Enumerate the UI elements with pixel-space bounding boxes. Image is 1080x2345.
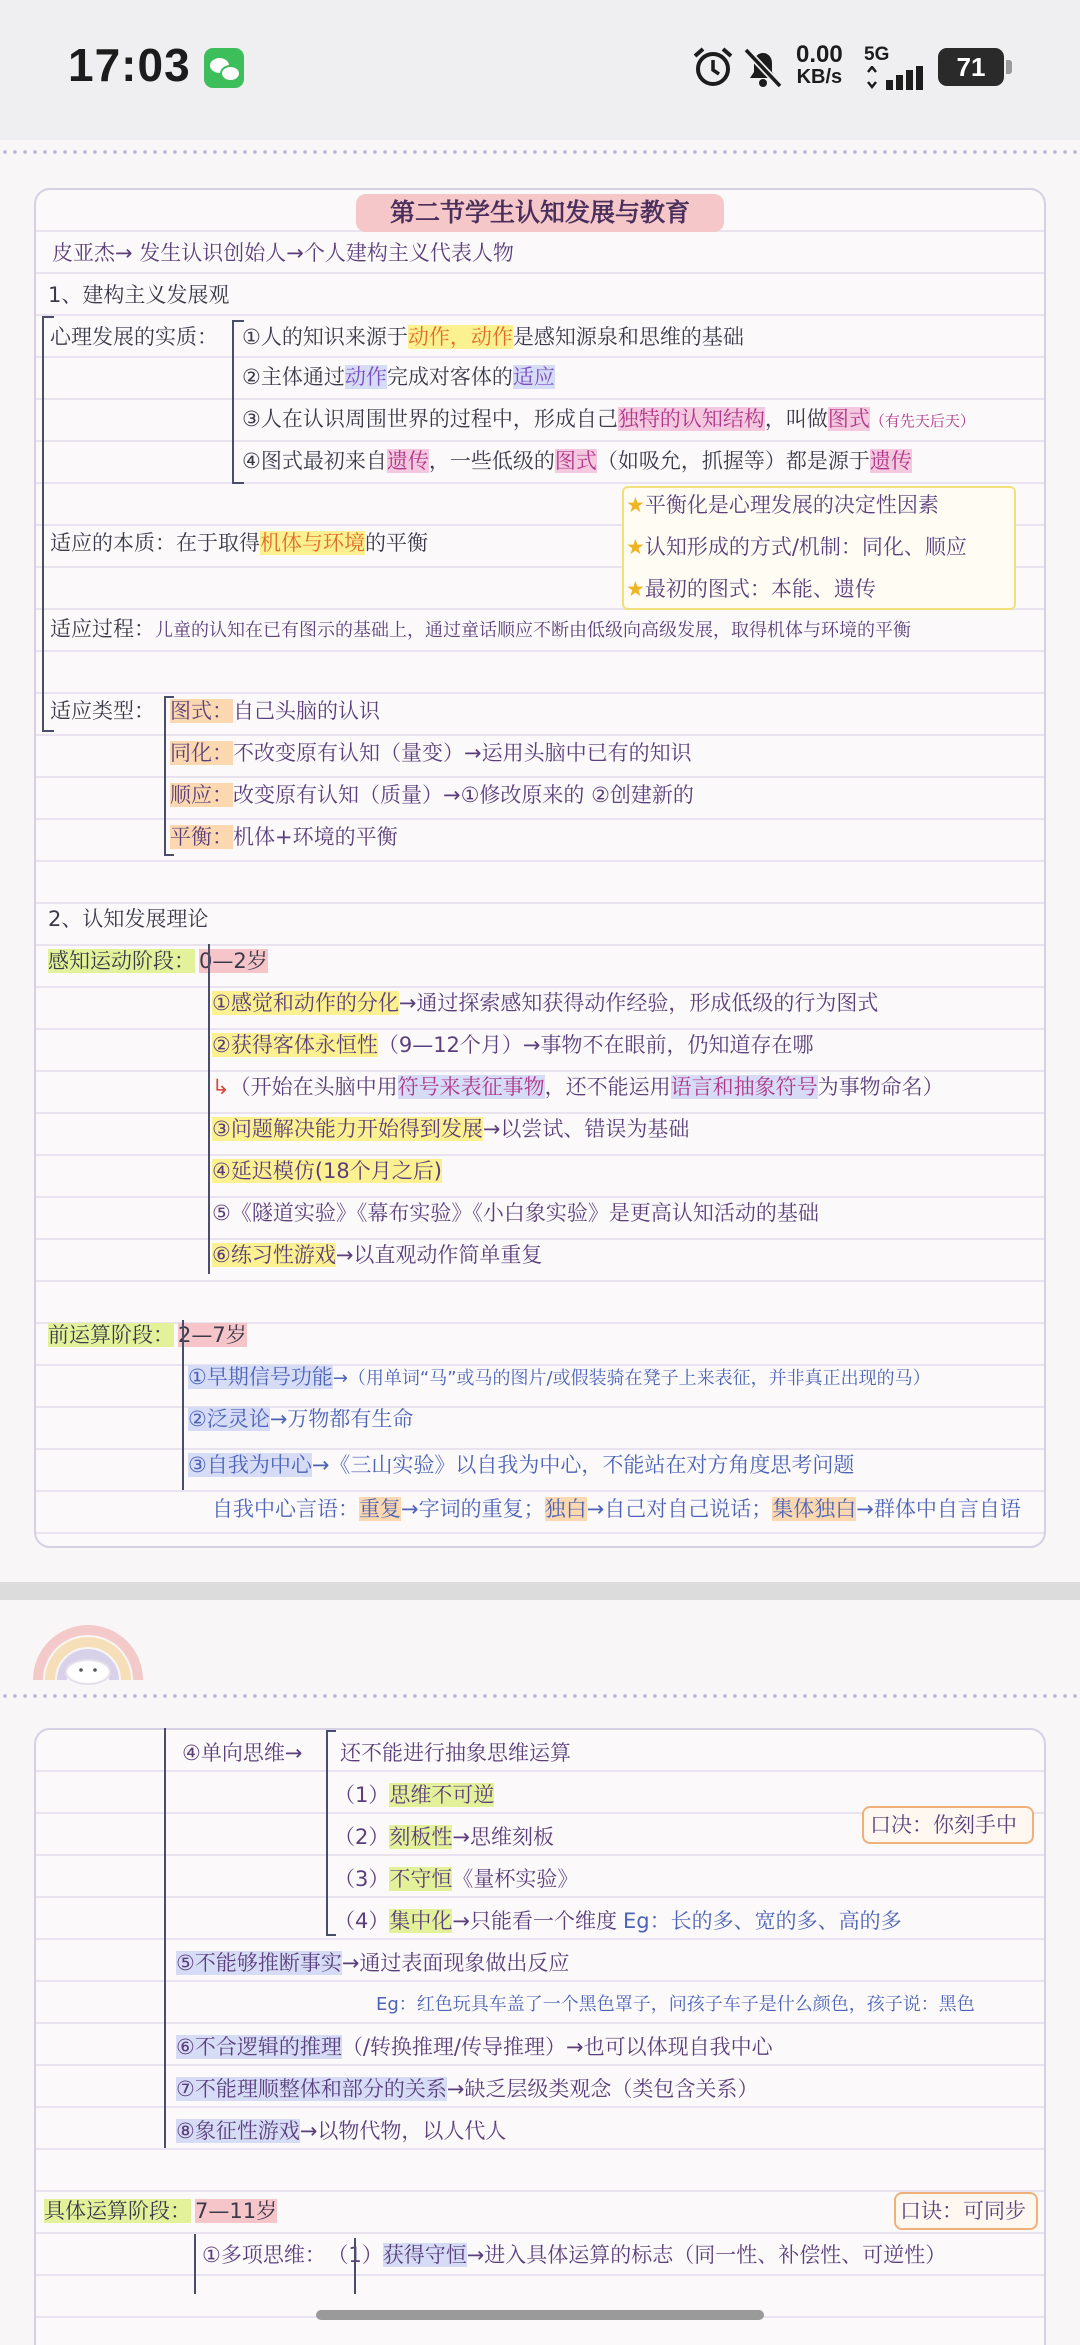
essence-label: 心理发展的实质：	[50, 325, 218, 349]
pre-item-7: ⑦不能理顺整体和部分的关系→缺乏层级类观念（类包含关系）	[176, 2077, 759, 2101]
sensorimotor-bracket	[208, 944, 210, 1274]
star-icon: ★	[626, 493, 645, 517]
pre-item-8: ⑧象征性游戏→以物代物，以人代人	[176, 2119, 507, 2143]
essence-item-1: ①人的知识来源于动作，动作是感知源泉和思维的基础	[242, 325, 744, 349]
key-point-2: ★认知形成的方式/机制：同化、顺应	[626, 535, 967, 559]
mnemonic-2: 口诀：可同步	[900, 2199, 1026, 2223]
sensorimotor-label: 感知运动阶段： 0—2岁	[48, 949, 268, 973]
intro-line: 皮亚杰→ 发生认识创始人→个人建构主义代表人物	[52, 241, 514, 265]
section-2-heading: 2、认知发展理论	[48, 907, 209, 931]
section-1-bracket	[42, 316, 54, 732]
essence-item-3: ③人在认识周围世界的过程中，形成自己独特的认知结构，叫做图式（有先天后天）	[242, 407, 975, 431]
page-separator	[0, 1582, 1080, 1600]
pre-item-3: ③自我为中心→《三山实验》以自我为中心，不能站在对方角度思考问题	[188, 1453, 855, 1477]
alarm-icon	[690, 44, 736, 90]
preoperational-label: 前运算阶段： 2—7岁	[48, 1323, 247, 1347]
section-1-heading: 1、建构主义发展观	[48, 283, 230, 307]
ow-item-4: （4）集中化→只能看一个维度 Eg：长的多、宽的多、高的多	[334, 1909, 902, 1933]
sm-item-1: ①感觉和动作的分化→通过探索感知获得动作经验，形成低级的行为图式	[212, 991, 879, 1015]
star-icon: ★	[626, 535, 645, 559]
ow-item-3: （3）不守恒《量杯实验》	[334, 1867, 579, 1891]
ow-item-2: （2）刻板性→思维刻板	[334, 1825, 554, 1849]
curved-arrow-icon: ↳	[212, 1075, 230, 1099]
mute-bell-icon	[742, 44, 784, 90]
battery-indicator: 71	[938, 48, 1004, 86]
home-indicator[interactable]	[316, 2310, 764, 2320]
sm-item-5: ⑤《隧道实验》《幕布实验》《小白象实验》是更高认知活动的基础	[212, 1201, 819, 1225]
type-equilibrium: 平衡：机体+环境的平衡	[170, 825, 398, 849]
adaptation-nature: 适应的本质：在于取得机体与环境的平衡	[50, 531, 428, 555]
preoperational-bracket	[182, 1320, 184, 1490]
pre-item-5: ⑤不能够推断事实→通过表面现象做出反应	[176, 1951, 570, 1975]
ow-item-1: （1）思维不可逆	[334, 1783, 495, 1807]
sm-item-4: ④延迟模仿(18个月之后)	[212, 1159, 442, 1183]
sm-item-2: ②获得客体永恒性（9—12个月）→事物不在眼前，仍知道存在哪	[212, 1033, 814, 1057]
concrete-operational-label: 具体运算阶段： 7—11岁	[44, 2199, 278, 2223]
concrete-bracket	[194, 2234, 196, 2294]
clock: 17:03	[68, 39, 191, 91]
mnemonic-1: 口决：你刻手中	[870, 1813, 1017, 1837]
sm-item-6: ⑥练习性游戏→以直观动作简单重复	[212, 1243, 543, 1267]
wechat-notification-icon	[204, 48, 244, 88]
adaptation-types-label: 适应类型：	[50, 699, 155, 723]
egocentric-speech: 自我中心言语：重复→字词的重复；独白→自己对自己说话；集体独白→群体中自言自语	[212, 1497, 1021, 1521]
type-schema: 图式：自己头脑的认识	[170, 699, 380, 723]
concrete-item-1: ①多项思维： （1）获得守恒→进入具体运算的标志（同一性、补偿性、可逆性）	[202, 2243, 947, 2267]
type-accommodation: 顺应：改变原有认知（质量）→①修改原来的 ②创建新的	[170, 783, 694, 807]
pre-item-5-example: Eg：红色玩具车盖了一个黑色罩子，问孩子车子是什么颜色，孩子说：黑色	[376, 1994, 975, 2015]
essence-item-2: ②主体通过动作完成对客体的适应	[242, 365, 555, 389]
note-title: 第二节学生认知发展与教育	[356, 194, 724, 232]
star-icon: ★	[626, 577, 645, 601]
status-bar	[0, 0, 1080, 140]
pre-item-1: ①早期信号功能→（用单词“马”或马的图片/或假装骑在凳子上来表征，并非真正出现的马）	[188, 1365, 931, 1389]
network-speed: 0.00 KB/s	[796, 41, 843, 88]
pre-item-2: ②泛灵论→万物都有生命	[188, 1407, 414, 1431]
adaptation-process: 适应过程：儿童的认知在已有图示的基础上，通过童话顺应不断由低级向高级发展，取得机体与环境的平衡	[50, 617, 911, 641]
sm-item-3: ③问题解决能力开始得到发展→以尝试、错误为基础	[212, 1117, 690, 1141]
preop-continued-bracket	[164, 1728, 166, 2148]
dotted-divider	[0, 150, 1080, 154]
signal-icon: 5G	[864, 44, 930, 90]
type-assimilation: 同化：不改变原有认知（量变）→运用头脑中已有的知识	[170, 741, 692, 765]
key-point-1: ★平衡化是心理发展的决定性因素	[626, 493, 939, 517]
pre-item-6: ⑥不合逻辑的推理（/转换推理/传导推理）→也可以体现自我中心	[176, 2035, 773, 2059]
rainbow-sticker-icon	[28, 1610, 148, 1686]
dotted-divider	[0, 1694, 1080, 1698]
sm-item-2-note: ↳（开始在头脑中用符号来表征事物，还不能运用语言和抽象符号为事物命名）	[212, 1075, 944, 1099]
ow-item-0: 还不能进行抽象思维运算	[340, 1741, 571, 1765]
one-way-thinking: ④单向思维→	[182, 1741, 303, 1765]
key-point-3: ★最初的图式：本能、遗传	[626, 577, 876, 601]
concrete-sub-bracket	[354, 2238, 356, 2294]
essence-item-4: ④图式最初来自遗传，一些低级的图式（如吸允，抓握等）都是源于遗传	[242, 449, 912, 473]
